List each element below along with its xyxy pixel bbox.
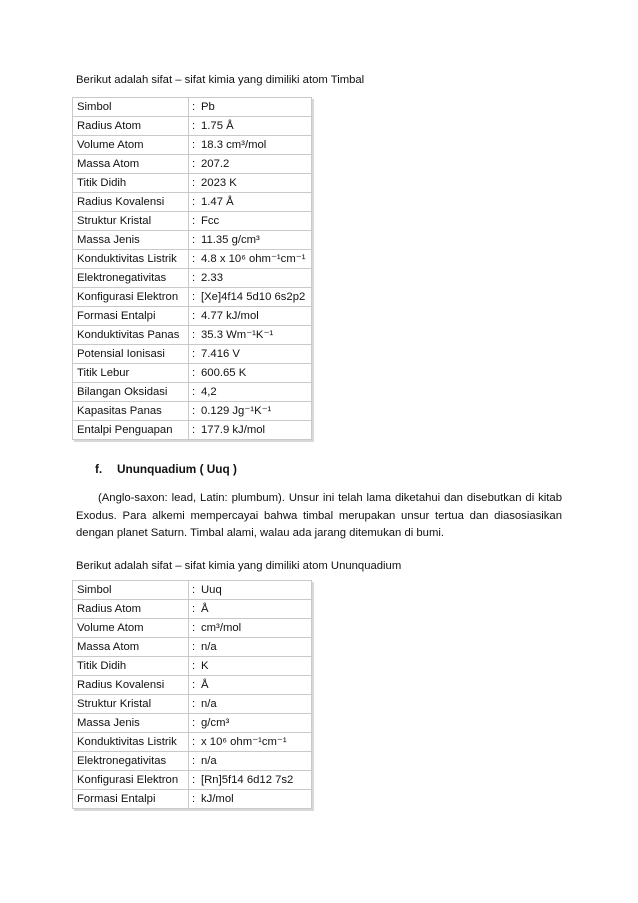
table-row <box>73 307 312 326</box>
separator-colon: : <box>192 679 196 691</box>
separator-colon: : <box>192 660 196 672</box>
property-name: Potensial Ionisasi <box>73 345 189 364</box>
table-row <box>73 638 312 657</box>
property-name: Kapasitas Panas <box>73 402 189 421</box>
table-row <box>73 714 312 733</box>
separator-colon: : <box>192 603 196 615</box>
separator-colon: : <box>192 405 196 417</box>
property-value-cell <box>189 733 312 752</box>
property-value-cell <box>189 695 312 714</box>
property-name: Massa Atom <box>73 155 189 174</box>
property-value-cell <box>189 117 312 136</box>
property-name: Massa Jenis <box>73 231 189 250</box>
separator-colon: : <box>192 272 196 284</box>
table-row <box>73 250 312 269</box>
separator-colon: : <box>192 717 196 729</box>
property-name: Formasi Entalpi <box>73 307 189 326</box>
property-value-cell <box>189 212 312 231</box>
table-body <box>73 98 312 440</box>
separator-colon: : <box>192 139 196 151</box>
property-value-cell <box>189 307 312 326</box>
property-name: Elektronegativitas <box>73 269 189 288</box>
separator-colon: : <box>192 234 196 246</box>
property-name: Simbol <box>73 581 189 600</box>
property-value: 2023 K <box>201 177 237 189</box>
table-row <box>73 733 312 752</box>
property-value-cell <box>189 714 312 733</box>
property-name: Volume Atom <box>73 136 189 155</box>
properties-table-timbal <box>72 97 312 440</box>
property-name: Radius Atom <box>73 117 189 136</box>
property-value-cell <box>189 619 312 638</box>
table-row <box>73 212 312 231</box>
table-row <box>73 364 312 383</box>
property-value: 18.3 cm³/mol <box>201 139 267 151</box>
property-value-cell <box>189 676 312 695</box>
separator-colon: : <box>192 196 196 208</box>
separator-colon: : <box>192 774 196 786</box>
property-value: 4,2 <box>201 386 217 398</box>
property-name: Radius Atom <box>73 600 189 619</box>
property-value: 7.416 V <box>201 348 240 360</box>
separator-colon: : <box>192 424 196 436</box>
property-value-cell <box>189 638 312 657</box>
property-value-cell <box>189 193 312 212</box>
separator-colon: : <box>192 584 196 596</box>
table-row <box>73 269 312 288</box>
table-row <box>73 193 312 212</box>
separator-colon: : <box>192 177 196 189</box>
property-value: n/a <box>201 641 217 653</box>
property-value-cell <box>189 790 312 809</box>
property-value-cell <box>189 269 312 288</box>
property-value: 4.77 kJ/mol <box>201 310 259 322</box>
table-row <box>73 231 312 250</box>
separator-colon: : <box>192 101 196 113</box>
paragraph-text: (Anglo-saxon: lead, Latin: plumbum). Unsur ini telah lama diketahui dan disebutkan di kitab Exodus. Para alkemi mempercayai bahwa timbal merupakan unsur tertua dan diasosiasikan dengan planet Saturn. Timbal alami, walau ada jarang ditemukan di bumi. <box>76 492 562 539</box>
property-name: Massa Jenis <box>73 714 189 733</box>
property-value: Å <box>201 679 209 691</box>
property-name: Entalpi Penguapan <box>73 421 189 440</box>
separator-colon: : <box>192 158 196 170</box>
property-value-cell <box>189 581 312 600</box>
property-value: K <box>201 660 209 672</box>
table-row <box>73 619 312 638</box>
table-row <box>73 771 312 790</box>
property-value-cell <box>189 752 312 771</box>
table-row <box>73 155 312 174</box>
table-row <box>73 790 312 809</box>
table-row <box>73 288 312 307</box>
property-name: Simbol <box>73 98 189 117</box>
property-value: n/a <box>201 698 217 710</box>
property-value-cell <box>189 136 312 155</box>
property-value: [Xe]4f14 5d10 6s2p2 <box>201 291 306 303</box>
property-name: Struktur Kristal <box>73 695 189 714</box>
property-value-cell <box>189 288 312 307</box>
table-row <box>73 345 312 364</box>
property-value: 207.2 <box>201 158 230 170</box>
intro-text-timbal: Berikut adalah sifat – sifat kimia yang dimiliki atom Timbal <box>76 74 365 86</box>
property-value-cell <box>189 657 312 676</box>
section-title: Ununquadium ( Uuq ) <box>117 462 237 476</box>
table-row <box>73 117 312 136</box>
table-row <box>73 581 312 600</box>
table-row <box>73 695 312 714</box>
property-name: Radius Kovalensi <box>73 676 189 695</box>
property-value: Fcc <box>201 215 220 227</box>
section-number: f. <box>95 462 103 476</box>
separator-colon: : <box>192 367 196 379</box>
table-row <box>73 657 312 676</box>
property-name: Konduktivitas Listrik <box>73 733 189 752</box>
property-value: [Rn]5f14 6d12 7s2 <box>201 774 294 786</box>
property-value-cell <box>189 421 312 440</box>
table-row <box>73 402 312 421</box>
separator-colon: : <box>192 641 196 653</box>
property-value-cell <box>189 98 312 117</box>
property-name: Radius Kovalensi <box>73 193 189 212</box>
property-value-cell <box>189 600 312 619</box>
separator-colon: : <box>192 215 196 227</box>
property-value: 2.33 <box>201 272 223 284</box>
intro-text-ununquadium: Berikut adalah sifat – sifat kimia yang dimiliki atom Ununquadium <box>76 560 402 572</box>
table-row <box>73 600 312 619</box>
property-name: Bilangan Oksidasi <box>73 383 189 402</box>
separator-colon: : <box>192 120 196 132</box>
separator-colon: : <box>192 386 196 398</box>
description-paragraph <box>76 490 562 543</box>
property-value: Uuq <box>201 584 222 596</box>
property-name: Konfigurasi Elektron <box>73 288 189 307</box>
property-value-cell <box>189 250 312 269</box>
property-name: Titik Lebur <box>73 364 189 383</box>
property-name: Titik Didih <box>73 174 189 193</box>
property-name: Konfigurasi Elektron <box>73 771 189 790</box>
table-row <box>73 326 312 345</box>
property-value-cell <box>189 383 312 402</box>
property-value: 600.65 K <box>201 367 247 379</box>
property-value: 177.9 kJ/mol <box>201 424 266 436</box>
property-value: Pb <box>201 101 215 113</box>
table-row <box>73 98 312 117</box>
separator-colon: : <box>192 755 196 767</box>
separator-colon: : <box>192 698 196 710</box>
separator-colon: : <box>192 736 196 748</box>
property-value-cell <box>189 345 312 364</box>
table-row <box>73 136 312 155</box>
property-name: Konduktivitas Listrik <box>73 250 189 269</box>
properties-table-ununquadium <box>72 580 312 809</box>
property-value: Å <box>201 603 209 615</box>
property-value: kJ/mol <box>201 793 234 805</box>
separator-colon: : <box>192 348 196 360</box>
property-value: g/cm³ <box>201 717 230 729</box>
property-name: Konduktivitas Panas <box>73 326 189 345</box>
property-value: 1.47 Å <box>201 196 234 208</box>
section-heading <box>95 462 237 476</box>
property-value-cell <box>189 231 312 250</box>
property-value: n/a <box>201 755 217 767</box>
property-name: Struktur Kristal <box>73 212 189 231</box>
separator-colon: : <box>192 622 196 634</box>
property-value: cm³/mol <box>201 622 242 634</box>
separator-colon: : <box>192 310 196 322</box>
property-value-cell <box>189 326 312 345</box>
property-value: 11.35 g/cm³ <box>201 234 260 246</box>
property-value-cell <box>189 174 312 193</box>
separator-colon: : <box>192 291 196 303</box>
separator-colon: : <box>192 329 196 341</box>
property-name: Titik Didih <box>73 657 189 676</box>
table-body <box>73 581 312 809</box>
property-value-cell <box>189 364 312 383</box>
separator-colon: : <box>192 793 196 805</box>
property-value-cell <box>189 771 312 790</box>
property-value: 1.75 Å <box>201 120 234 132</box>
property-value-cell <box>189 155 312 174</box>
property-name: Formasi Entalpi <box>73 790 189 809</box>
property-name: Massa Atom <box>73 638 189 657</box>
table-row <box>73 676 312 695</box>
property-name: Elektronegativitas <box>73 752 189 771</box>
property-value-cell <box>189 402 312 421</box>
property-value: 4.8 x 10⁶ ohm⁻¹cm⁻¹ <box>201 253 306 265</box>
property-value: x 10⁶ ohm⁻¹cm⁻¹ <box>201 736 287 748</box>
property-value: 0.129 Jg⁻¹K⁻¹ <box>201 405 272 417</box>
property-value: 35.3 Wm⁻¹K⁻¹ <box>201 329 274 341</box>
table-row <box>73 752 312 771</box>
table-row <box>73 174 312 193</box>
property-name: Volume Atom <box>73 619 189 638</box>
separator-colon: : <box>192 253 196 265</box>
table-row <box>73 421 312 440</box>
table-row <box>73 383 312 402</box>
